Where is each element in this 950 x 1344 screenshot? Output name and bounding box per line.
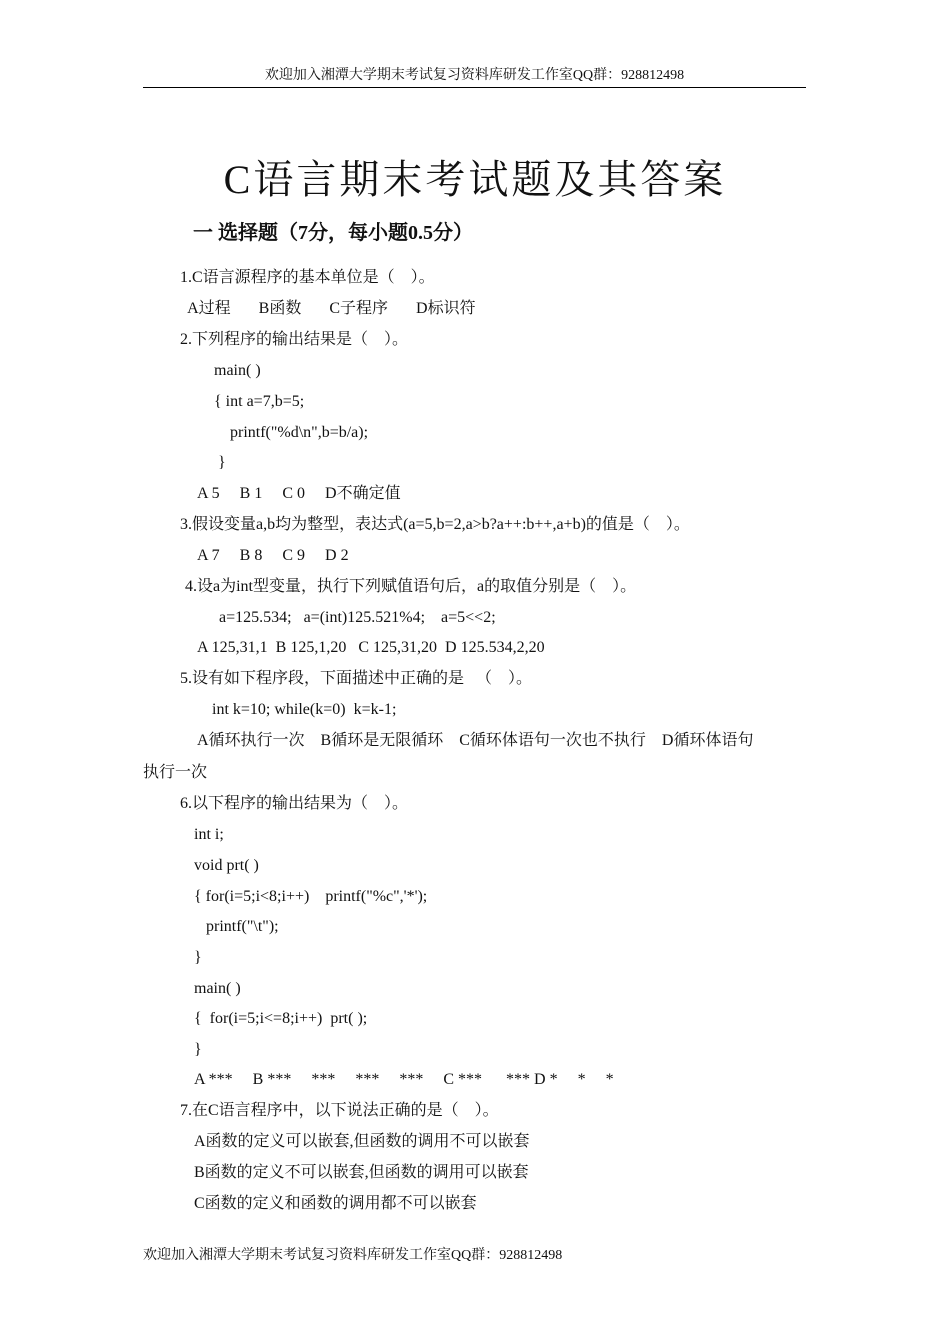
question-5-options-continued: 执行一次 [143, 764, 208, 781]
question-1-options: A过程 B函数 C子程序 D标识符 [184, 300, 476, 317]
code-line: printf("\t"); [206, 918, 279, 935]
code-line: } [194, 949, 202, 966]
code-line: main( ) [214, 362, 261, 379]
code-line: } [194, 1041, 202, 1058]
code-line: { for(i=5;i<8;i++) printf("%c",'*'); [194, 888, 428, 905]
question-7-option-c: C函数的定义和函数的调用都不可以嵌套 [194, 1195, 477, 1212]
question-5: 5.设有如下程序段，下面描述中正确的是 （ ）。 [180, 670, 533, 687]
code-line: a=125.534; a=(int)125.521%4; a=5<<2; [219, 609, 496, 626]
document-title: C语言期末考试题及其答案 [223, 156, 727, 202]
question-6: 6.以下程序的输出结果为（ ）。 [180, 795, 409, 812]
code-line: void prt( ) [194, 857, 259, 874]
code-line: { for(i=5;i<=8;i++) prt( ); [194, 1010, 368, 1027]
question-7-option-b: B函数的定义不可以嵌套,但函数的调用可以嵌套 [194, 1164, 529, 1181]
question-4-options: A 125,31,1 B 125,1,20 C 125,31,20 D 125.534,2,20 [197, 639, 545, 656]
code-line: int k=10; while(k=0) k=k-1; [212, 701, 397, 718]
code-line: { int a=7,b=5; [214, 393, 305, 410]
question-6-options: A *** B *** *** *** *** C *** *** D * * * [194, 1071, 614, 1088]
section-heading: 一 选择题（7分，每小题0.5分） [193, 222, 473, 244]
code-line: int i; [194, 826, 224, 843]
question-7-option-a: A函数的定义可以嵌套,但函数的调用不可以嵌套 [194, 1133, 530, 1150]
page-header: 欢迎加入湘潭大学期末考试复习资料库研发工作室QQ群：928812498 [264, 68, 685, 83]
question-2-options: A 5 B 1 C 0 D不确定值 [197, 485, 401, 502]
code-line: main( ) [194, 980, 241, 997]
question-7: 7.在C语言程序中，以下说法正确的是（ ）。 [180, 1102, 499, 1119]
page-footer: 欢迎加入湘潭大学期末考试复习资料库研发工作室QQ群：928812498 [143, 1248, 563, 1263]
question-4: 4.设a为int型变量，执行下列赋值语句后，a的取值分别是（ ）。 [185, 578, 637, 595]
question-3: 3.假设变量a,b均为整型，表达式(a=5,b=2,a>b?a++:b++,a+b)的值是（ ）。 [180, 516, 690, 533]
question-3-options: A 7 B 8 C 9 D 2 [197, 547, 349, 564]
question-5-options: A循环执行一次 B循环是无限循环 C循环体语句一次也不执行 D循环体语句 [197, 732, 754, 749]
question-2: 2.下列程序的输出结果是（ ）。 [180, 331, 409, 348]
code-line: } [218, 454, 226, 471]
code-line: printf("%d\n",b=b/a); [230, 424, 369, 441]
header-divider [143, 87, 806, 88]
question-1: 1.C语言源程序的基本单位是（ ）。 [180, 269, 435, 286]
